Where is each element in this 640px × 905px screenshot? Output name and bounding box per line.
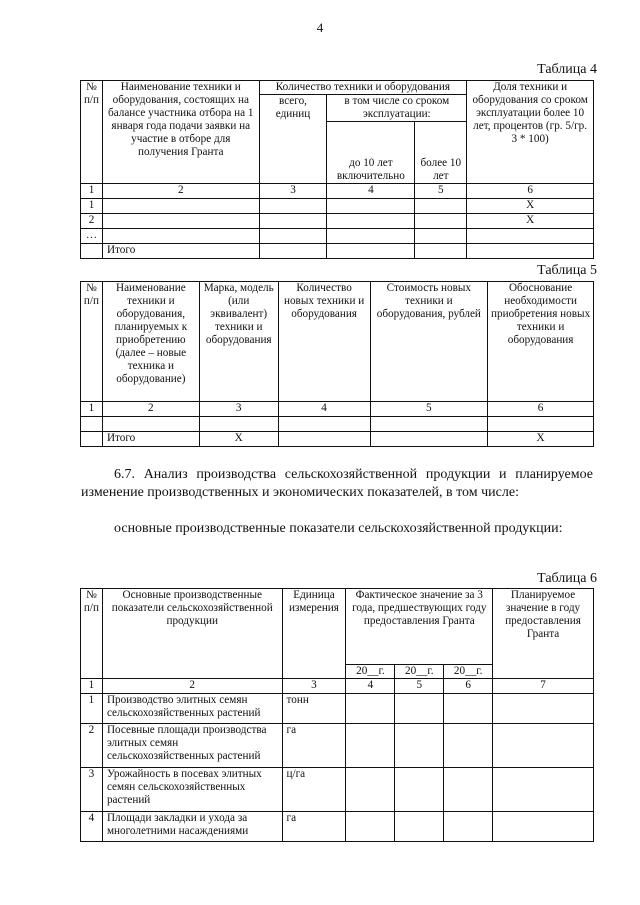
year-label: 20__г. bbox=[395, 665, 444, 679]
table4-caption: Таблица 4 bbox=[537, 62, 597, 77]
row-indicator: Площади закладки и ухода за многолетними насаждениями bbox=[102, 812, 282, 842]
column-number: 2 bbox=[102, 184, 259, 199]
column-number: 5 bbox=[395, 679, 444, 694]
header-quantity: Количество техники и оборудования bbox=[259, 81, 467, 95]
table-row bbox=[81, 768, 594, 812]
column-number: 4 bbox=[327, 184, 415, 199]
row-indicator: Посевные площади производства элитных семян сельскохозяйственных растений bbox=[102, 724, 282, 768]
column-numbers-row bbox=[81, 679, 594, 694]
header-new-cost: Стоимость новых техники и оборудования, рублей bbox=[370, 282, 488, 402]
table-row bbox=[81, 812, 594, 842]
row-unit: га bbox=[282, 812, 346, 842]
header-num: № п/п bbox=[81, 81, 103, 184]
total-row bbox=[81, 432, 594, 447]
row-num: 1 bbox=[81, 199, 103, 214]
table-row bbox=[81, 229, 594, 244]
header-justification: Обоснование необходимости приобретения новых техники и оборудования bbox=[488, 282, 594, 402]
table-row bbox=[81, 724, 594, 768]
column-number: 4 bbox=[278, 402, 370, 417]
row-num: 2 bbox=[81, 724, 103, 768]
row-mark: X bbox=[467, 199, 594, 214]
year-label: 20__г. bbox=[444, 665, 493, 679]
header-unit: Единица измерения bbox=[282, 589, 346, 679]
row-indicator: Урожайность в посевах элитных семян сельскохозяйственных растений bbox=[102, 768, 282, 812]
total-mark-reason: X bbox=[488, 432, 594, 447]
section-paragraph-6-7 bbox=[81, 466, 593, 502]
row-unit: га bbox=[282, 724, 346, 768]
header-equipment-name: Наименование техники и оборудования, планируемых к приобретению (далее – новые техника и оборудование) bbox=[102, 282, 199, 402]
row-num: … bbox=[81, 229, 103, 244]
column-numbers-row bbox=[81, 184, 594, 199]
header-num: № п/п bbox=[81, 589, 103, 679]
row-num: 4 bbox=[81, 812, 103, 842]
table-5 bbox=[80, 281, 594, 447]
header-share: Доля техники и оборудования со сроком эксплуатации более 10 лет, процентов (гр. 5/гр. 3 * 100) bbox=[467, 81, 594, 184]
table-row bbox=[81, 214, 594, 229]
column-number: 7 bbox=[493, 679, 594, 694]
column-number: 3 bbox=[199, 402, 278, 417]
header-total-units: всего, единиц bbox=[259, 95, 327, 184]
column-number: 1 bbox=[81, 184, 103, 199]
table-row bbox=[81, 199, 594, 214]
section-text: 6.7. Анализ производства сельскохозяйственной продукции и планируемое изменение производственных и экономических показателей, в том числе: bbox=[81, 467, 593, 500]
total-label: Итого bbox=[102, 244, 259, 259]
row-mark: X bbox=[467, 214, 594, 229]
table-row bbox=[81, 417, 594, 432]
column-number: 1 bbox=[81, 402, 103, 417]
row-indicator: Производство элитных семян сельскохозяйственных растений bbox=[102, 694, 282, 724]
header-including: в том числе со сроком эксплуатации: bbox=[327, 95, 467, 122]
header-actual-value: Фактическое значение за 3 года, предшествующих году предоставления Гранта bbox=[346, 589, 493, 665]
row-num: 3 bbox=[81, 768, 103, 812]
section-paragraph-indicators bbox=[81, 520, 593, 538]
header-over-10: более 10 лет bbox=[415, 122, 467, 184]
header-num: № п/п bbox=[81, 282, 103, 402]
column-number: 2 bbox=[102, 679, 282, 694]
header-planned-value: Планируемое значение в году предоставления Гранта bbox=[493, 589, 594, 679]
table6-caption: Таблица 6 bbox=[537, 571, 597, 586]
row-num: 2 bbox=[81, 214, 103, 229]
total-row bbox=[81, 244, 594, 259]
row-unit: тонн bbox=[282, 694, 346, 724]
column-number: 3 bbox=[259, 184, 327, 199]
column-number: 6 bbox=[444, 679, 493, 694]
table-row bbox=[81, 694, 594, 724]
column-number: 6 bbox=[467, 184, 594, 199]
header-new-quantity: Количество новых техники и оборудования bbox=[278, 282, 370, 402]
table-6 bbox=[80, 588, 594, 842]
header-up-to-10: до 10 лет включительно bbox=[327, 122, 415, 184]
column-numbers-row bbox=[81, 402, 594, 417]
year-label: 20__г. bbox=[346, 665, 395, 679]
row-unit: ц/га bbox=[282, 768, 346, 812]
column-number: 4 bbox=[346, 679, 395, 694]
row-num: 1 bbox=[81, 694, 103, 724]
header-equipment-name: Наименование техники и оборудования, состоящих на балансе участника отбора на 1 января года подачи заявки на участие в отборе для получения Гранта bbox=[102, 81, 259, 184]
table5-caption: Таблица 5 bbox=[537, 263, 597, 278]
total-label: Итого bbox=[102, 432, 199, 447]
column-number: 1 bbox=[81, 679, 103, 694]
header-brand-model: Марка, модель (или эквивалент) техники и оборудования bbox=[199, 282, 278, 402]
row-mark bbox=[467, 229, 594, 244]
total-mark-brand: X bbox=[199, 432, 278, 447]
page-number: 4 bbox=[316, 20, 324, 35]
column-number: 3 bbox=[282, 679, 346, 694]
column-number: 2 bbox=[102, 402, 199, 417]
column-number: 6 bbox=[488, 402, 594, 417]
section-text: основные производственные показатели сельскохозяйственной продукции: bbox=[114, 521, 563, 536]
column-number: 5 bbox=[370, 402, 488, 417]
header-indicators: Основные производственные показатели сельскохозяйственной продукции bbox=[102, 589, 282, 679]
column-number: 5 bbox=[415, 184, 467, 199]
table-4 bbox=[80, 80, 594, 259]
